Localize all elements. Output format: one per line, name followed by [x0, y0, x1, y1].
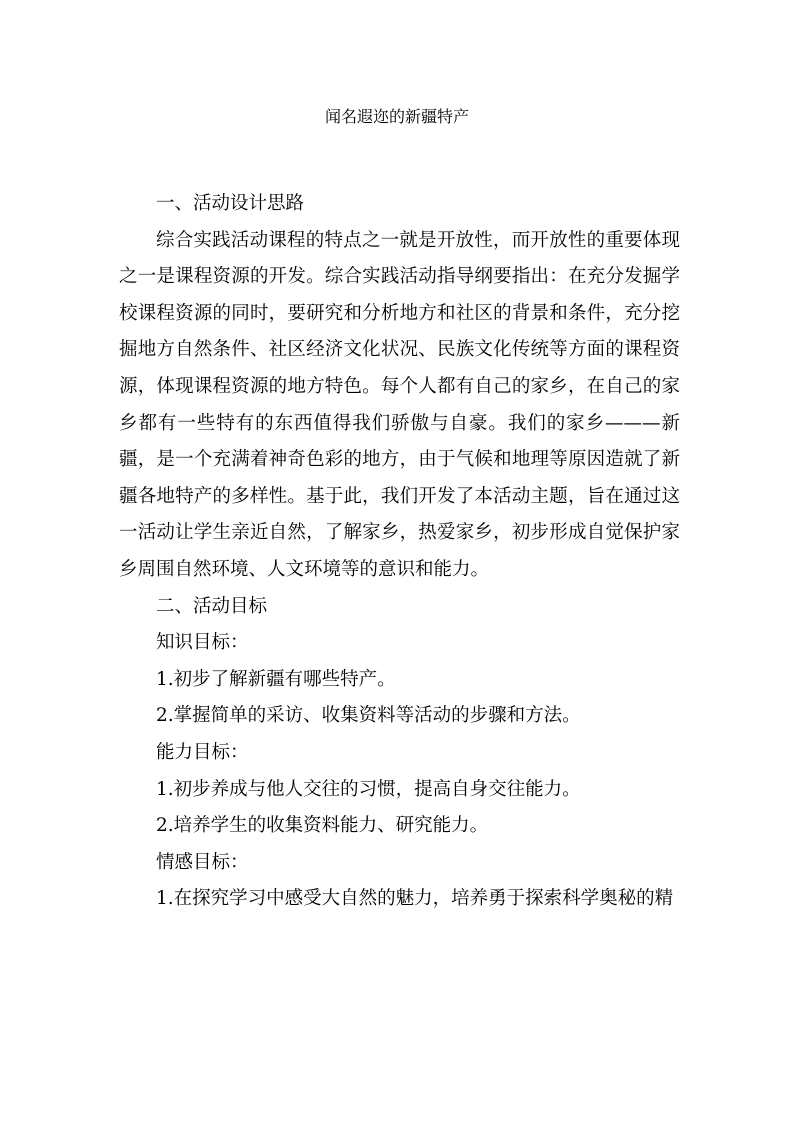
ability-objective-item: 2.培养学生的收集资料能力、研究能力。	[156, 815, 489, 837]
knowledge-objectives-label: 知识目标：	[156, 632, 249, 654]
design-idea-paragraph: 综合实践活动课程的特点之一就是开放性，而开放性的重要体现之一是课程资源的开发。综合实践活动指导纲要指出：在充分发掘学校课程资源的同时，要研究和分析地方和社区的背景和条件，充分挖掘地方自然条件、社区经济文化状况、民族文化传统等方面的课程资源，体现课程资源的地方特色。每个人都有自己的家乡，在自己的家乡都有一些特有的东西值得我们骄傲与自豪。我们的家乡———新疆，是一个充满着神奇色彩的地方，由于气候和地理等原因造就了新疆各地特产的多样性。基于此，我们开发了本活动主题，旨在通过这一活动让学生亲近自然，了解家乡，热爱家乡，初步形成自觉保护家乡周围自然环境、人文环境等的意识和能力。	[119, 229, 680, 580]
document-body	[119, 186, 680, 918]
emotion-objective-item: 1.在探究学习中感受大自然的魅力，培养勇于探索科学奥秘的精	[156, 888, 674, 910]
knowledge-objective-item: 2.掌握简单的采访、收集资料等活动的步骤和方法。	[156, 705, 581, 727]
document-title: 闻名遐迩的新疆特产	[324, 107, 469, 126]
knowledge-objective-item: 1.初步了解新疆有哪些特产。	[156, 668, 396, 690]
emotion-objectives-label: 情感目标：	[156, 851, 249, 873]
ability-objective-item: 1.初步养成与他人交往的习惯，提高自身交往能力。	[156, 778, 581, 800]
section-heading-design-idea: 一、活动设计思路	[156, 193, 305, 214]
ability-objectives-label: 能力目标：	[156, 741, 249, 763]
section-heading-objectives: 二、活动目标	[156, 595, 268, 617]
